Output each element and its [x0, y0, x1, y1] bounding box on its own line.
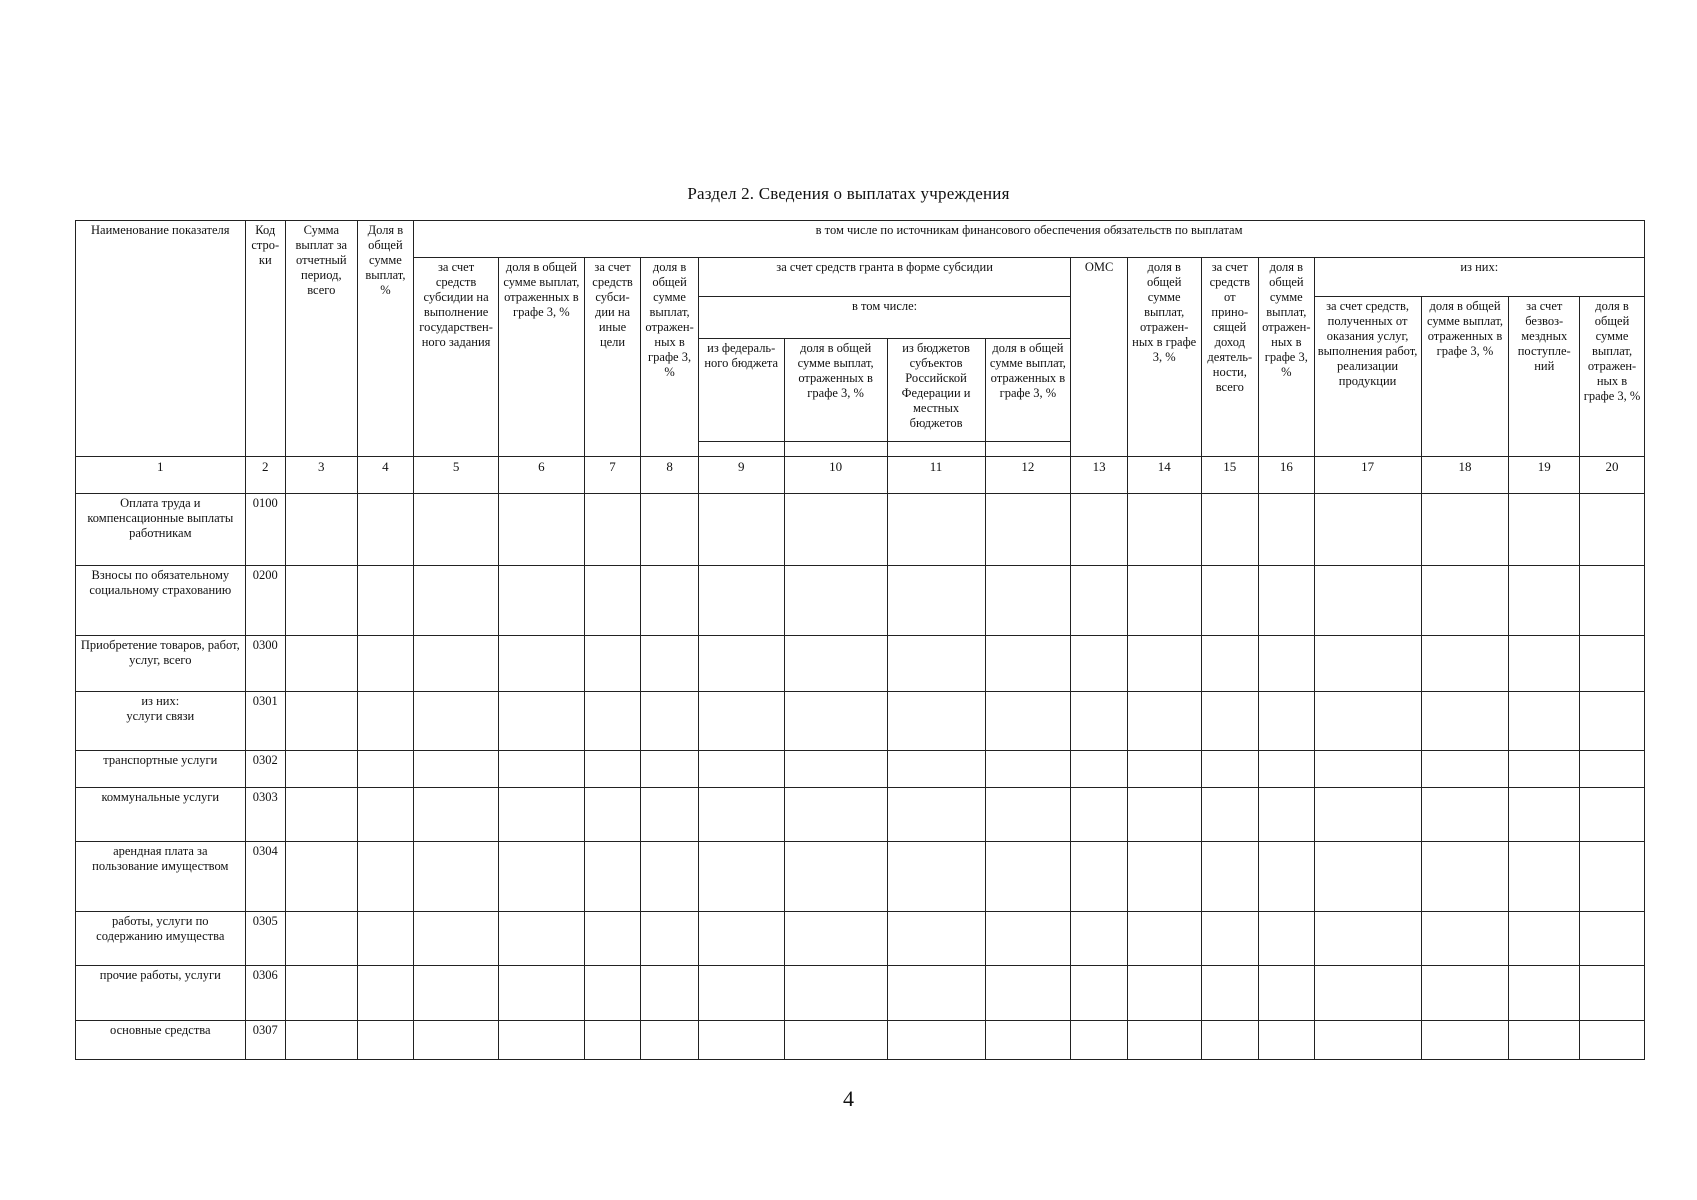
- table-cell: [1509, 565, 1580, 635]
- table-cell: [1127, 787, 1201, 841]
- table-cell: [1509, 842, 1580, 912]
- table-cell: [1314, 787, 1421, 841]
- table-cell: [784, 911, 887, 965]
- column-number: 14: [1127, 457, 1201, 494]
- table-cell: [1314, 966, 1421, 1020]
- table-cell: [641, 842, 699, 912]
- column-number: 1: [76, 457, 246, 494]
- table-cell: [1509, 692, 1580, 751]
- table-cell: [414, 635, 499, 692]
- table-cell: [1421, 635, 1509, 692]
- column-number: 7: [584, 457, 641, 494]
- table-cell: [641, 911, 699, 965]
- column-number-row: [76, 457, 1645, 494]
- table-cell: [985, 911, 1071, 965]
- table-cell: [784, 842, 887, 912]
- table-header: [76, 221, 1645, 457]
- table-row: [76, 911, 1645, 965]
- table-cell: [1580, 966, 1645, 1020]
- table-cell: [1127, 494, 1201, 566]
- row-name: Взносы по обязательному социальному страхованию: [76, 565, 246, 635]
- table-cell: [698, 842, 784, 912]
- table-cell: [698, 750, 784, 787]
- table-cell: [1259, 494, 1315, 566]
- table-cell: [698, 787, 784, 841]
- table-cell: [498, 565, 584, 635]
- table-cell: [584, 1020, 641, 1059]
- table-cell: [1509, 635, 1580, 692]
- header-of-them: из них:: [1314, 257, 1644, 296]
- table-cell: [1259, 692, 1315, 751]
- table-cell: [985, 635, 1071, 692]
- table-cell: [1314, 494, 1421, 566]
- table-cell: [887, 1020, 985, 1059]
- table-cell: [887, 750, 985, 787]
- table-cell: [641, 750, 699, 787]
- table-cell: [784, 565, 887, 635]
- column-number: 13: [1071, 457, 1128, 494]
- header-col18: доля в общей сумме выплат, отраженных в графе 3, %: [1421, 297, 1509, 457]
- header-col16: доля в общей сумме выплат, отражен-ных в графе 3, %: [1259, 257, 1315, 456]
- table-cell: [641, 787, 699, 841]
- table-cell: [784, 692, 887, 751]
- table-cell: [1071, 565, 1128, 635]
- table-cell: [357, 494, 414, 566]
- column-number: 3: [285, 457, 357, 494]
- table-cell: [784, 966, 887, 1020]
- header-col20: доля в общей сумме выплат, отражен-ных в графе 3, %: [1580, 297, 1645, 457]
- table-cell: [414, 966, 499, 1020]
- table-cell: [357, 911, 414, 965]
- table-cell: [1127, 911, 1201, 965]
- header-col10: доля в общей сумме выплат, отраженных в графе 3, %: [784, 338, 887, 441]
- table-cell: [1201, 787, 1259, 841]
- table-cell: [357, 966, 414, 1020]
- table-cell: [1314, 842, 1421, 912]
- table-cell: [1127, 1020, 1201, 1059]
- table-cell: [1127, 842, 1201, 912]
- table-cell: [887, 911, 985, 965]
- row-code: 0306: [245, 966, 285, 1020]
- column-number: 10: [784, 457, 887, 494]
- table-cell: [414, 750, 499, 787]
- table-cell: [1201, 565, 1259, 635]
- header-grant: за счет средств гранта в форме субсидии: [698, 257, 1070, 296]
- table-cell: [285, 966, 357, 1020]
- table-cell: [1509, 911, 1580, 965]
- table-cell: [1580, 787, 1645, 841]
- table-cell: [1580, 635, 1645, 692]
- table-cell: [641, 494, 699, 566]
- table-cell: [1580, 911, 1645, 965]
- table-cell: [698, 966, 784, 1020]
- table-cell: [285, 692, 357, 751]
- header-grant-incl: в том числе:: [698, 297, 1070, 338]
- table-cell: [1509, 494, 1580, 566]
- table-cell: [1421, 842, 1509, 912]
- table-cell: [285, 1020, 357, 1059]
- table-cell: [414, 842, 499, 912]
- table-cell: [1201, 494, 1259, 566]
- table-cell: [414, 787, 499, 841]
- row-name: арендная плата за пользование имуществом: [76, 842, 246, 912]
- column-number: 12: [985, 457, 1071, 494]
- table-cell: [584, 750, 641, 787]
- table-cell: [1580, 494, 1645, 566]
- table-cell: [584, 692, 641, 751]
- row-code: 0303: [245, 787, 285, 841]
- table-cell: [1259, 966, 1315, 1020]
- table-cell: [1071, 692, 1128, 751]
- section-title: Раздел 2. Сведения о выплатах учреждения: [687, 184, 1010, 203]
- table-cell: [887, 635, 985, 692]
- header-col12: доля в общей сумме выплат, отраженных в графе 3, %: [985, 338, 1071, 441]
- table-cell: [1421, 692, 1509, 751]
- table-cell: [1071, 494, 1128, 566]
- table-cell: [1259, 842, 1315, 912]
- header-col7: за счет средств субси-дии на иные цели: [584, 257, 641, 456]
- table-cell: [1509, 787, 1580, 841]
- table-cell: [985, 750, 1071, 787]
- row-code: 0300: [245, 635, 285, 692]
- column-numbers: [76, 457, 1645, 494]
- table-cell: [1259, 787, 1315, 841]
- row-code: 0100: [245, 494, 285, 566]
- table-cell: [698, 911, 784, 965]
- table-cell: [1580, 1020, 1645, 1059]
- table-cell: [1201, 692, 1259, 751]
- table-row: [76, 494, 1645, 566]
- table-cell: [285, 842, 357, 912]
- table-cell: [584, 565, 641, 635]
- table-cell: [1259, 750, 1315, 787]
- table-cell: [985, 565, 1071, 635]
- table-cell: [1071, 1020, 1128, 1059]
- table-cell: [357, 692, 414, 751]
- table-cell: [584, 787, 641, 841]
- header-col11: из бюджетов субъектов Российской Федерации и местных бюджетов: [887, 338, 985, 441]
- column-number: 8: [641, 457, 699, 494]
- header-sources: в том числе по источникам финансового обеспечения обязательств по выплатам: [414, 221, 1645, 258]
- table-cell: [357, 750, 414, 787]
- header-col13: ОМС: [1071, 257, 1128, 456]
- column-number: 18: [1421, 457, 1509, 494]
- row-name: прочие работы, услуги: [76, 966, 246, 1020]
- table-cell: [285, 750, 357, 787]
- table-cell: [357, 787, 414, 841]
- table-cell: [1421, 911, 1509, 965]
- table-cell: [1201, 966, 1259, 1020]
- table-cell: [285, 565, 357, 635]
- table-cell: [1201, 842, 1259, 912]
- table-cell: [985, 494, 1071, 566]
- header-code: Код стро-ки: [245, 221, 285, 457]
- table-cell: [1127, 635, 1201, 692]
- table-cell: [698, 635, 784, 692]
- table-cell: [1201, 635, 1259, 692]
- header-col9: из федераль-ного бюджета: [698, 338, 784, 441]
- table-row: [76, 966, 1645, 1020]
- table-row: [76, 750, 1645, 787]
- table-cell: [784, 750, 887, 787]
- table-cell: [1071, 787, 1128, 841]
- header-sum: Сумма выплат за отчетный период, всего: [285, 221, 357, 457]
- column-number: 11: [887, 457, 985, 494]
- header-col15: за счет средств от прино-сящей доход деятель-ности, всего: [1201, 257, 1259, 456]
- table-cell: [498, 966, 584, 1020]
- page-number: 4: [843, 1086, 854, 1111]
- table-cell: [1421, 750, 1509, 787]
- table-cell: [414, 565, 499, 635]
- table-cell: [584, 842, 641, 912]
- column-number: 20: [1580, 457, 1645, 494]
- table-cell: [1421, 565, 1509, 635]
- table-row: [76, 635, 1645, 692]
- table-cell: [698, 494, 784, 566]
- table-cell: [584, 966, 641, 1020]
- table-cell: [1314, 692, 1421, 751]
- header-share: Доля в общей сумме выплат, %: [357, 221, 414, 457]
- table-cell: [784, 787, 887, 841]
- table-cell: [985, 787, 1071, 841]
- row-name: основные средства: [76, 1020, 246, 1059]
- table-cell: [357, 565, 414, 635]
- table-cell: [985, 966, 1071, 1020]
- table-cell: [414, 494, 499, 566]
- row-code: 0305: [245, 911, 285, 965]
- table-cell: [985, 692, 1071, 751]
- header-col14: доля в общей сумме выплат, отражен-ных в графе 3, %: [1127, 257, 1201, 456]
- row-name: коммунальные услуги: [76, 787, 246, 841]
- table-cell: [285, 635, 357, 692]
- table-row: [76, 842, 1645, 912]
- table-cell: [887, 692, 985, 751]
- table-cell: [698, 692, 784, 751]
- table-cell: [1421, 494, 1509, 566]
- payments-table: [75, 220, 1645, 1060]
- table-cell: [357, 1020, 414, 1059]
- table-cell: [498, 787, 584, 841]
- table-cell: [985, 842, 1071, 912]
- table-cell: [584, 911, 641, 965]
- table-cell: [1314, 565, 1421, 635]
- table-cell: [1071, 842, 1128, 912]
- table-cell: [1580, 750, 1645, 787]
- column-number: 4: [357, 457, 414, 494]
- row-code: 0307: [245, 1020, 285, 1059]
- table-cell: [1314, 911, 1421, 965]
- table-cell: [1201, 1020, 1259, 1059]
- column-number: 19: [1509, 457, 1580, 494]
- table-cell: [1259, 565, 1315, 635]
- table-cell: [1509, 966, 1580, 1020]
- table-cell: [784, 1020, 887, 1059]
- table-cell: [1509, 750, 1580, 787]
- row-code: 0200: [245, 565, 285, 635]
- table-cell: [1127, 692, 1201, 751]
- table-cell: [1127, 565, 1201, 635]
- column-number: 15: [1201, 457, 1259, 494]
- table-cell: [584, 494, 641, 566]
- table-cell: [1071, 966, 1128, 1020]
- table-cell: [1201, 750, 1259, 787]
- header-col17: за счет средств, полученных от оказания услуг, выполнения работ, реализации продукции: [1314, 297, 1421, 457]
- table-cell: [1421, 787, 1509, 841]
- table-cell: [1071, 750, 1128, 787]
- row-code: 0301: [245, 692, 285, 751]
- table-cell: [1127, 966, 1201, 1020]
- column-number: 2: [245, 457, 285, 494]
- table-row: [76, 787, 1645, 841]
- table-cell: [641, 692, 699, 751]
- table-cell: [784, 494, 887, 566]
- table-cell: [498, 635, 584, 692]
- table-cell: [784, 635, 887, 692]
- table-cell: [498, 494, 584, 566]
- table-cell: [1580, 565, 1645, 635]
- table-row: [76, 692, 1645, 751]
- row-name: транспортные услуги: [76, 750, 246, 787]
- row-name: работы, услуги по содержанию имущества: [76, 911, 246, 965]
- table-cell: [498, 692, 584, 751]
- table-cell: [285, 911, 357, 965]
- table-cell: [498, 750, 584, 787]
- header-col8: доля в общей сумме выплат, отражен-ных в графе 3, %: [641, 257, 699, 456]
- column-number: 5: [414, 457, 499, 494]
- table-cell: [887, 842, 985, 912]
- row-code: 0304: [245, 842, 285, 912]
- table-row: [76, 565, 1645, 635]
- table-cell: [985, 1020, 1071, 1059]
- table-cell: [1509, 1020, 1580, 1059]
- table-cell: [641, 1020, 699, 1059]
- table-cell: [887, 494, 985, 566]
- table-cell: [414, 911, 499, 965]
- row-name: Приобретение товаров, работ, услуг, всего: [76, 635, 246, 692]
- table-cell: [1071, 635, 1128, 692]
- table-cell: [698, 1020, 784, 1059]
- table-cell: [1580, 842, 1645, 912]
- table-cell: [1259, 635, 1315, 692]
- column-number: 17: [1314, 457, 1421, 494]
- table-cell: [1421, 1020, 1509, 1059]
- column-number: 6: [498, 457, 584, 494]
- header-col5: за счет средств субсидии на выполнение государствен-ного задания: [414, 257, 499, 456]
- table-cell: [498, 911, 584, 965]
- table-cell: [414, 692, 499, 751]
- table-cell: [1314, 750, 1421, 787]
- table-cell: [498, 842, 584, 912]
- header-col6: доля в общей сумме выплат, отраженных в графе 3, %: [498, 257, 584, 456]
- table-cell: [641, 565, 699, 635]
- table-cell: [1421, 966, 1509, 1020]
- row-code: 0302: [245, 750, 285, 787]
- row-name: из них: услуги связи: [76, 692, 246, 751]
- table-cell: [641, 635, 699, 692]
- table-cell: [1259, 1020, 1315, 1059]
- header-name: Наименование показателя: [76, 221, 246, 457]
- table-cell: [414, 1020, 499, 1059]
- table-cell: [285, 787, 357, 841]
- table-cell: [641, 966, 699, 1020]
- table-row: [76, 1020, 1645, 1059]
- table-cell: [357, 635, 414, 692]
- table-cell: [285, 494, 357, 566]
- table-cell: [498, 1020, 584, 1059]
- header-col19: за счет безвоз-мездных поступле-ний: [1509, 297, 1580, 457]
- table-cell: [1071, 911, 1128, 965]
- table-cell: [1259, 911, 1315, 965]
- table-cell: [1201, 911, 1259, 965]
- table-cell: [887, 966, 985, 1020]
- table-cell: [1580, 692, 1645, 751]
- table-cell: [698, 565, 784, 635]
- table-cell: [887, 565, 985, 635]
- table-cell: [1314, 635, 1421, 692]
- row-name: Оплата труда и компенсационные выплаты работникам: [76, 494, 246, 566]
- table-cell: [584, 635, 641, 692]
- table-cell: [1127, 750, 1201, 787]
- table-cell: [357, 842, 414, 912]
- table-cell: [887, 787, 985, 841]
- table-cell: [1314, 1020, 1421, 1059]
- column-number: 16: [1259, 457, 1315, 494]
- column-number: 9: [698, 457, 784, 494]
- table-body: [76, 494, 1645, 1060]
